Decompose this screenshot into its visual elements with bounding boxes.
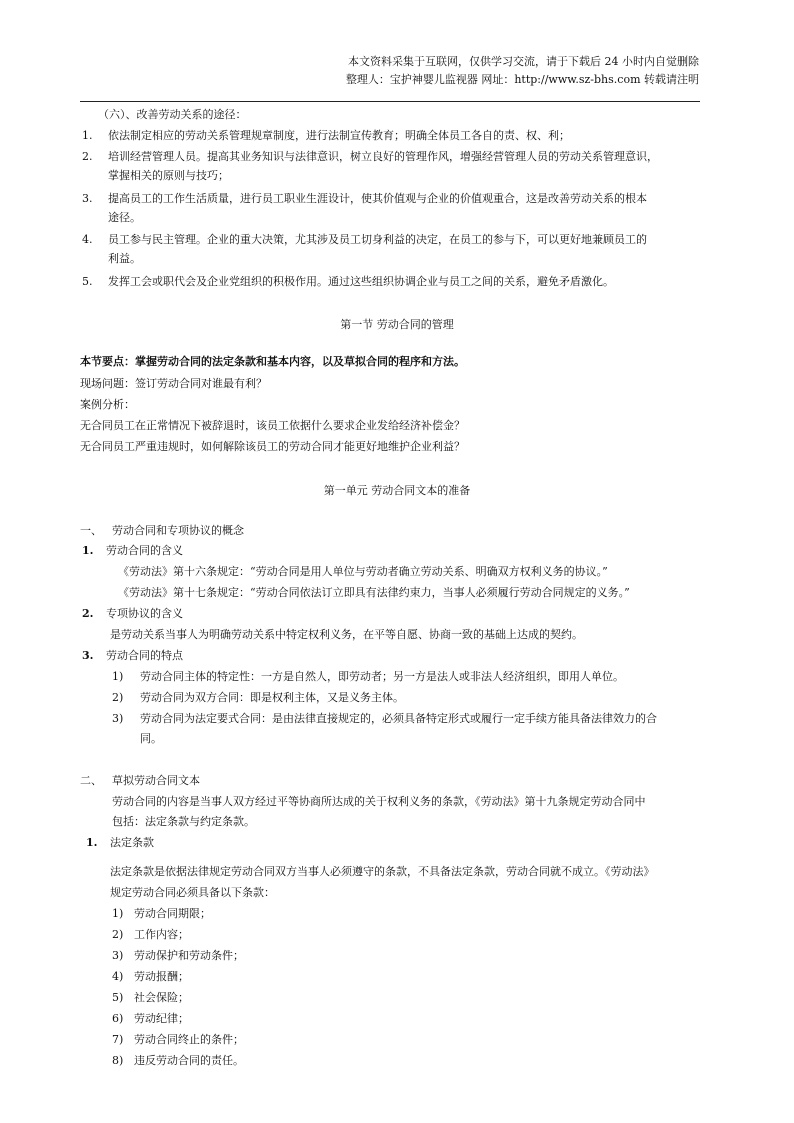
part-title: 劳动合同和专项协议的概念 <box>112 524 244 537</box>
subsection-title: 劳动合同的含义 <box>106 544 183 557</box>
part-number: 二、 <box>80 774 102 787</box>
list-item: 劳动合同主体的特定性：一方是自然人，即劳动者；另一方是法人或非法人经济组织，即用人单位。 <box>140 670 624 683</box>
part-number: 一、 <box>80 524 102 537</box>
list-item: 劳动合同期限； <box>134 907 211 920</box>
case-question-1: 无合同员工在正常情况下被辞退时，该员工依据什么要求企业发给经济补偿金？ <box>80 419 465 432</box>
header-note: 本文资料采集于互联网，仅供学习交流，请于下载后 24 小时内自觉删除 <box>348 55 699 68</box>
list-number: 2) <box>112 928 124 941</box>
subsection-title: 专项协议的含义 <box>106 607 183 620</box>
list-item: 劳动保护和劳动条件； <box>134 949 244 962</box>
section-title: 第一节 劳动合同的管理 <box>340 318 454 331</box>
list-number: 2) <box>112 691 124 704</box>
list-number: 1) <box>112 907 124 920</box>
field-question: 现场问题：签订劳动合同对谁最有利？ <box>80 377 267 390</box>
header-source: 整理人：宝护神婴儿监视器 网址：http://www.sz-bhs.com 转载请注明 <box>345 73 699 86</box>
part-title: 草拟劳动合同文本 <box>112 774 200 787</box>
list-item-cont: 掌握相关的原则与技巧； <box>108 169 229 182</box>
list-number: 8) <box>112 1054 124 1067</box>
approaches-title: （六）、改善劳动关系的途径： <box>98 108 247 121</box>
list-number: 7) <box>112 1033 124 1046</box>
subsection-number: 1. <box>82 544 94 557</box>
list-number: 1. <box>82 129 93 142</box>
paragraph: 法定条款是依据法律规定劳动合同双方当事人必须遵守的条款，不具备法定条款，劳动合同就不成立。《劳动法》 <box>110 865 655 878</box>
subsection-number: 3. <box>82 649 94 662</box>
list-item: 违反劳动合同的责任。 <box>134 1054 244 1067</box>
list-item: 社会保险； <box>134 991 189 1004</box>
case-question-2: 无合同员工严重违规时，如何解除该员工的劳动合同才能更好地维护企业利益？ <box>80 440 465 453</box>
subsection-title: 法定条款 <box>110 836 154 849</box>
list-number: 5. <box>82 275 93 288</box>
subsection-number: 1. <box>86 836 98 849</box>
list-item: 依法制定相应的劳动关系管理规章制度，进行法制宣传教育；明确全体员工各自的责、权、利； <box>108 129 570 142</box>
subsection-number: 2. <box>82 607 94 620</box>
paragraph: 劳动合同的内容是当事人双方经过平等协商所达成的关于权利义务的条款，《劳动法》第十九条规定劳动合同中 <box>112 795 646 808</box>
list-item-cont: 利益。 <box>108 252 141 265</box>
list-number: 3. <box>82 192 93 205</box>
list-number: 1) <box>112 670 124 683</box>
list-item: 劳动合同为法定要式合同：是由法律直接规定的，必须具备特定形式或履行一定手续方能具备法律效力的合 <box>140 712 657 725</box>
list-number: 4) <box>112 970 124 983</box>
paragraph-cont: 包括：法定条款与约定条款。 <box>112 815 255 828</box>
unit-title: 第一单元 劳动合同文本的准备 <box>323 484 471 497</box>
case-label: 案例分析： <box>80 398 135 411</box>
list-number: 3) <box>112 712 124 725</box>
list-item: 提高员工的工作生活质量，进行员工职业生涯设计，使其价值观与企业的价值观重合，这是改善劳动关系的根本 <box>108 192 647 205</box>
key-points: 本节要点：掌握劳动合同的法定条款和基本内容，以及草拟合同的程序和方法。 <box>80 355 465 368</box>
list-number: 6) <box>112 1012 124 1025</box>
subsection-title: 劳动合同的特点 <box>106 649 183 662</box>
list-number: 3) <box>112 949 124 962</box>
list-item: 劳动合同终止的条件； <box>134 1033 244 1046</box>
list-item: 劳动纪律； <box>134 1012 189 1025</box>
list-item: 劳动报酬； <box>134 970 189 983</box>
paragraph: 《劳动法》第十六条规定：“劳动合同是用人单位与劳动者确立劳动关系、明确双方权利义务的协议。” <box>118 565 608 578</box>
list-item-cont: 同。 <box>140 732 162 745</box>
paragraph: 是劳动关系当事人为明确劳动关系中特定权利义务，在平等自愿、协商一致的基础上达成的契约。 <box>110 628 583 641</box>
paragraph-cont: 规定劳动合同必须具备以下条款： <box>110 886 275 899</box>
list-item: 劳动合同为双方合同：即是权利主体，又是义务主体。 <box>140 691 404 704</box>
list-number: 4. <box>82 233 93 246</box>
list-item: 培训经营管理人员。提高其业务知识与法律意识，树立良好的管理作风，增强经营管理人员的劳动关系管理意识， <box>108 150 658 163</box>
paragraph: 《劳动法》第十七条规定：“劳动合同依法订立即具有法律约束力，当事人必须履行劳动合同规定的义务。” <box>118 586 630 599</box>
list-item-cont: 途径。 <box>108 211 141 224</box>
header-divider <box>80 101 700 102</box>
list-number: 5) <box>112 991 124 1004</box>
list-number: 2. <box>82 150 93 163</box>
list-item: 员工参与民主管理。企业的重大决策，尤其涉及员工切身利益的决定，在员工的参与下，可以更好地兼顾员工的 <box>108 233 647 246</box>
list-item: 发挥工会或职代会及企业党组织的积极作用。通过这些组织协调企业与员工之间的关系，避免矛盾激化。 <box>108 275 614 288</box>
list-item: 工作内容； <box>134 928 189 941</box>
